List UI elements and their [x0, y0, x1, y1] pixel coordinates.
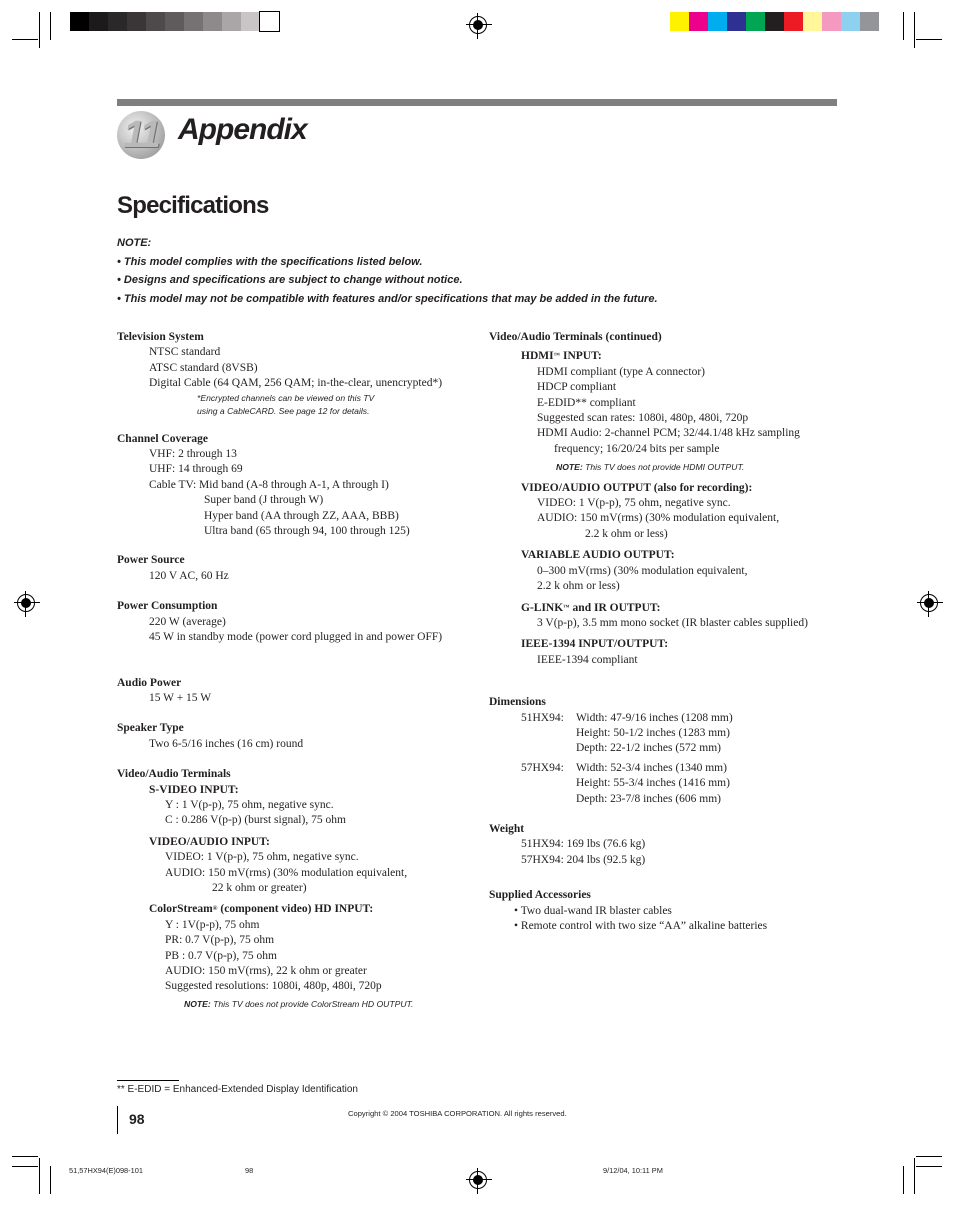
spec-line: Depth: 22-1/2 inches (572 mm) — [576, 742, 722, 755]
spec-line: 120 V AC, 60 Hz — [149, 569, 229, 582]
glink-label-rest: and IR OUTPUT: — [569, 601, 661, 614]
copyright: Copyright © 2004 TOSHIBA CORPORATION. All rights reserved. — [348, 1109, 567, 1118]
color-swatch — [841, 12, 860, 31]
note-block — [117, 234, 658, 308]
color-swatch — [241, 12, 260, 31]
colorstream-label: ColorStream — [149, 903, 213, 916]
spec-note — [165, 997, 442, 1012]
registration-mark-icon — [469, 16, 487, 34]
color-swatch — [108, 12, 127, 31]
spec-footnote: using a CableCARD. See page 12 for details. — [197, 405, 370, 416]
footnote-rule — [117, 1080, 179, 1081]
crop-mark — [903, 1166, 904, 1194]
registration-mark-icon — [17, 594, 35, 612]
spec-line: IEEE-1394 compliant — [537, 653, 638, 666]
spec-line: 15 W + 15 W — [149, 691, 212, 704]
note-item: • This model may not be compatible with features and/or specifications that may be added in the future. — [117, 292, 658, 305]
color-swatch — [708, 12, 727, 31]
color-swatch — [746, 12, 765, 31]
spec-line: AUDIO: 150 mV(rms) (30% modulation equivalent, — [165, 866, 408, 879]
spec-line: UHF: 14 through 69 — [149, 463, 243, 476]
spec-line: PB : 0.7 V(p-p), 75 ohm — [165, 949, 277, 962]
dimensions-table — [489, 711, 808, 807]
color-swatch — [146, 12, 165, 31]
chapter-title: Appendix — [178, 113, 307, 146]
spec-subheading: VARIABLE AUDIO OUTPUT: — [521, 549, 675, 562]
crop-mark — [50, 12, 51, 40]
spec-line: AUDIO: 150 mV(rms) (30% modulation equivalent, — [537, 512, 780, 525]
color-swatch — [165, 12, 184, 31]
spec-line: HDMI compliant (type A connector) — [537, 365, 705, 378]
slug-page: 98 — [245, 1166, 254, 1175]
color-swatch — [127, 12, 146, 31]
spec-line: 45 W in standby mode (power cord plugged in and power OFF) — [149, 631, 443, 644]
left-column — [117, 330, 442, 1012]
spec-line: ATSC standard (8VSB) — [149, 361, 258, 374]
chapter-number: 11 — [123, 114, 159, 156]
header-rule — [117, 99, 837, 106]
glink-label: G-LINK — [521, 601, 564, 614]
spec-line: VIDEO: 1 V(p-p), 75 ohm, negative sync. — [165, 851, 359, 864]
spec-line: 22 k ohm or greater) — [212, 881, 307, 894]
color-swatch — [222, 12, 241, 31]
slug-date: 9/12/04, 10:11 PM — [603, 1166, 663, 1175]
note-label: NOTE: — [556, 462, 583, 473]
crop-mark — [914, 12, 915, 48]
color-swatch — [822, 12, 841, 31]
crop-mark — [12, 1156, 38, 1157]
spec-subheading: VIDEO/AUDIO OUTPUT (also for recording): — [521, 481, 753, 494]
spec-line: Two 6-5/16 inches (16 cm) round — [149, 737, 304, 750]
spec-heading: Supplied Accessories — [489, 889, 591, 902]
hdmi-label: HDMI — [521, 350, 554, 363]
slug-file: 51,57HX94(E)098-101 — [69, 1166, 143, 1175]
crop-mark — [39, 1158, 40, 1194]
color-swatch — [860, 12, 879, 31]
crop-mark — [50, 1166, 51, 1194]
list-item: • Remote control with two size “AA” alkaline batteries — [514, 920, 768, 932]
spec-subheading — [149, 902, 442, 917]
crop-mark — [903, 12, 904, 40]
registered-mark: ® — [212, 905, 218, 913]
crop-mark — [916, 1166, 942, 1167]
spec-heading: Dimensions — [489, 696, 546, 709]
note-label: NOTE: — [117, 237, 152, 249]
spec-subheading: IEEE-1394 INPUT/OUTPUT: — [521, 638, 669, 651]
spec-heading: Weight — [489, 822, 525, 835]
color-swatch — [727, 12, 746, 31]
spec-subheading — [521, 601, 808, 616]
note-label: NOTE: — [184, 998, 211, 1009]
page-number-rule — [117, 1106, 118, 1134]
spec-line: frequency; 16/20/24 bits per sample — [554, 442, 720, 455]
registration-mark-icon — [469, 1171, 487, 1189]
spec-line: Depth: 23-7/8 inches (606 mm) — [576, 792, 722, 805]
spec-line: Ultra band (65 through 94, 100 through 125) — [204, 525, 410, 538]
spec-heading: Channel Coverage — [117, 432, 209, 445]
crop-mark — [914, 1158, 915, 1194]
spec-heading: Power Consumption — [117, 600, 218, 613]
spec-line: PR: 0.7 V(p-p), 75 ohm — [165, 934, 275, 947]
crop-mark — [39, 12, 40, 48]
crop-mark — [12, 39, 38, 40]
spec-line: Suggested scan rates: 1080i, 480p, 480i, 720p — [537, 412, 749, 425]
footnote: ** E-EDID = Enhanced-Extended Display Identification — [117, 1084, 358, 1095]
color-swatch — [765, 12, 784, 31]
right-column — [489, 330, 808, 934]
spec-heading: Television System — [117, 331, 204, 343]
color-swatch — [89, 12, 108, 31]
crop-mark — [916, 1156, 942, 1157]
hdmi-label-rest: INPUT: — [560, 350, 602, 363]
color-swatch — [689, 12, 708, 31]
model-name: 57HX94: — [521, 761, 564, 774]
page-number: 98 — [129, 1111, 145, 1127]
spec-note — [537, 460, 808, 475]
spec-line: 0–300 mV(rms) (30% modulation equivalent, — [537, 564, 748, 577]
spec-footnote: *Encrypted channels can be viewed on this TV — [197, 392, 375, 403]
spec-line: Height: 50-1/2 inches (1283 mm) — [576, 726, 730, 739]
spec-line: NTSC standard — [149, 346, 221, 359]
spec-line: 2.2 k ohm or less) — [537, 580, 620, 593]
spec-line: E-EDID** compliant — [537, 396, 636, 409]
spec-line: Mid band (A-8 through A-1, A through I) — [199, 478, 389, 491]
spec-heading: Speaker Type — [117, 722, 184, 735]
spec-subheading — [521, 349, 808, 364]
list-item: • Two dual-wand IR blaster cables — [514, 904, 672, 917]
chapter-number-badge — [117, 111, 165, 159]
color-swatch — [203, 12, 222, 31]
spec-line: 51HX94: 169 lbs (76.6 kg) — [521, 838, 646, 851]
spec-line: HDCP compliant — [537, 381, 617, 394]
note-text: This TV does not provide HDMI OUTPUT. — [582, 462, 745, 473]
spec-line: Width: 52-3/4 inches (1340 mm) — [576, 761, 727, 774]
spec-line: C : 0.286 V(p-p) (burst signal), 75 ohm — [165, 814, 346, 827]
spec-line: 57HX94: 204 lbs (92.5 kg) — [521, 853, 646, 866]
spec-line: Hyper band (AA through ZZ, AAA, BBB) — [204, 509, 399, 522]
colorstream-label-rest: (component video) HD INPUT: — [217, 903, 374, 916]
color-swatch — [70, 12, 89, 31]
note-text: This TV does not provide ColorStream HD OUTPUT. — [210, 998, 414, 1009]
trademark: ™ — [553, 352, 561, 360]
spec-line: Width: 47-9/16 inches (1208 mm) — [576, 711, 733, 724]
spec-line: Super band (J through W) — [204, 494, 324, 507]
spec-line: AUDIO: 150 mV(rms), 22 k ohm or greater — [165, 965, 367, 977]
model-name: 51HX94: — [521, 711, 564, 724]
spec-heading: Audio Power — [117, 676, 182, 689]
spec-line: Height: 55-3/4 inches (1416 mm) — [576, 777, 730, 790]
crop-mark — [916, 39, 942, 40]
spec-line: Cable TV: — [149, 478, 197, 491]
spec-line: 3 V(p-p), 3.5 mm mono socket (IR blaster cables supplied) — [537, 616, 808, 629]
dimensions-row — [521, 711, 808, 757]
spec-line: Y : 1 V(p-p), 75 ohm, negative sync. — [165, 798, 334, 811]
note-item: • Designs and specifications are subject to change without notice. — [117, 274, 463, 286]
spec-line: VHF: 2 through 13 — [149, 448, 237, 461]
section-title: Specifications — [117, 192, 269, 219]
dimensions-row — [521, 761, 808, 807]
spec-line: Digital Cable (64 QAM, 256 QAM; in-the-clear, unencrypted*) — [149, 377, 443, 390]
registration-mark-icon — [920, 594, 938, 612]
spec-heading: Video/Audio Terminals (continued) — [489, 331, 662, 343]
spec-line: 220 W (average) — [149, 615, 226, 628]
spec-line: Suggested resolutions: 1080i, 480p, 480i, 720p — [165, 980, 382, 993]
spec-line: VIDEO: 1 V(p-p), 75 ohm, negative sync. — [537, 497, 731, 510]
color-swatch — [184, 12, 203, 31]
spec-line: Y : 1V(p-p), 75 ohm — [165, 918, 260, 931]
spec-subheading: VIDEO/AUDIO INPUT: — [149, 835, 270, 848]
color-swatch — [670, 12, 689, 31]
spec-line: 2.2 k ohm or less) — [585, 527, 668, 540]
note-item: • This model complies with the specifications listed below. — [117, 255, 423, 268]
color-swatch — [260, 12, 279, 31]
color-swatch — [803, 12, 822, 31]
crop-mark — [12, 1166, 38, 1167]
trademark: ™ — [563, 603, 570, 611]
spec-heading: Power Source — [117, 554, 185, 567]
spec-line: HDMI Audio: 2-channel PCM; 32/44.1/48 kHz sampling — [537, 427, 800, 440]
spec-subheading: S-VIDEO INPUT: — [149, 783, 239, 796]
color-swatch — [784, 12, 803, 31]
spec-heading: Video/Audio Terminals — [117, 768, 231, 781]
